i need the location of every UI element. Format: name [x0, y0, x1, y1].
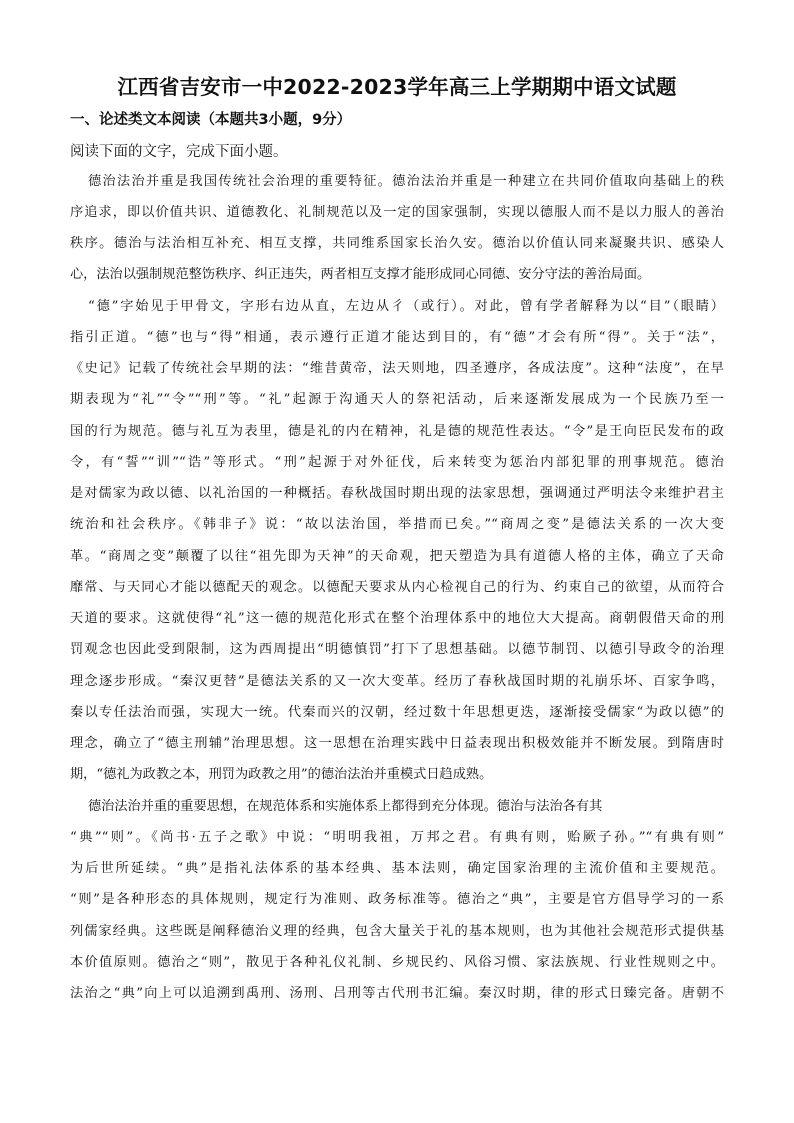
text-line: 国的行为规范。德与礼互为表里，德是礼的内在精神，礼是德的规范性表达。“令”是王向臣民发布的政 [70, 424, 724, 439]
text-line: 革。“商周之变”颠覆了以往“祖先即为天神”的天命观，把天塑造为具有道德人格的主体，确立了天命 [70, 549, 724, 564]
reading-instruction: 阅读下面的文字，完成下面小题。 [70, 144, 288, 160]
text-line: “典”“则”。《尚书·五子之歌》中说：“明明我祖，万邦之君。有典有则，贻厥子孙。”“有典有则” [70, 830, 724, 845]
text-line: 天道的要求。这就使得“礼”这一德的规范化形式在整个治理体系中的地位大大提高。商朝假借天命的刑 [70, 611, 724, 626]
section-heading: 一、论述类文本阅读（本题共3小题，9分） [70, 112, 352, 128]
text-line: 期表现为“礼”“令”“刑”等。“礼”起源于沟通天人的祭祀活动，后来逐渐发展成为一个民族乃至一 [70, 392, 724, 407]
text-line: 指引正道。“德”也与“得”相通，表示遵行正道才能达到目的，有“德”才会有所“得”。关于“法”， [70, 330, 724, 345]
text-line: 《史记》记载了传统社会早期的法：“维昔黄帝，法天则地，四圣遵序，各成法度”。这种“法度”，在早 [70, 361, 724, 376]
text-line: 罚观念也因此受到限制，这为西周提出“明德慎罚”打下了思想基础。以德节制罚、以德引导政令的治理 [70, 642, 724, 657]
text-line: 秩序。德治与法治相互补充、相互支撑，共同维系国家长治久安。德治以价值认同来凝聚共识、感染人 [70, 236, 724, 251]
text-line: “德”字始见于甲骨文，字形右边从直，左边从彳（或行）。对此，曾有学者解释为以“目”（眼睛） [88, 299, 724, 314]
text-line: 期，“德礼为政教之本，刑罚为政教之用”的德治法治并重模式日趋成熟。 [70, 767, 493, 782]
text-line: “则”是各种形态的具体规则，规定行为准则、政务标准等。德治之“典”，主要是官方倡导学习的一系 [70, 892, 724, 907]
text-line: 本价值原则。德治之“则”，散见于各种礼仪礼制、乡规民约、风俗习惯、家法族规、行业性规则之中。 [70, 955, 724, 970]
text-line: 靡常、与天同心才能以德配天的观念。以德配天要求从内心检视自己的行为、约束自己的欲望，从而符合 [70, 580, 724, 595]
text-line: 理念逐步形成。“秦汉更替”是德法关系的又一次大变革。经历了春秋战国时期的礼崩乐坏、百家争鸣， [70, 674, 724, 689]
text-line: 德治法治并重的重要思想，在规范体系和实施体系上都得到充分体现。德治与法治各有其 [88, 799, 603, 814]
text-line: 心，法治以强制规范整饬秩序、纠正违失，两者相互支撑才能形成同心同德、安分守法的善治局面。 [70, 267, 651, 282]
text-line: 序追求，即以价值共识、道德教化、礼制规范以及一定的国家强制，实现以德服人而不是以力服人的善治 [70, 205, 724, 220]
text-line: 令，有“誓”“训”“诰”等形式。“刑”起源于对外征伐，后来转变为惩治内部犯罪的刑事规范。德治 [70, 455, 724, 470]
text-line: 秦以专任法治而强，实现大一统。代秦而兴的汉朝，经过数十年思想更迭，逐渐接受儒家“为政以德”的 [70, 705, 724, 720]
text-line: 是对儒家为政以德、以礼治国的一种概括。春秋战国时期出现的法家思想，强调通过严明法令来维护君主 [70, 486, 724, 501]
text-line: 德治法治并重是我国传统社会治理的重要特征。德治法治并重是一种建立在共同价值取向基础上的秩 [88, 174, 724, 189]
text-line: 理念，确立了“德主刑辅”治理思想。这一思想在治理实践中日益表现出积极效能并不断发展。到隋唐时 [70, 736, 724, 751]
text-line: 法治之“典”向上可以追溯到禹刑、汤刑、吕刑等古代刑书汇编。秦汉时期，律的形式日臻完备。唐朝不 [70, 986, 724, 1001]
document-title: 江西省吉安市一中2022-2023学年高三上学期期中语文试题 [117, 75, 677, 99]
text-line: 统治和社会秩序。《韩非子》说：“故以法治国，举措而已矣。”“商周之变”是德法关系的一次大变 [70, 517, 724, 532]
text-line: 列儒家经典。这些既是阐释德治义理的经典，包含大量关于礼的基本规则，也为其他社会规范形式提供基 [70, 924, 724, 939]
text-line: 为后世所延续。“典”是指礼法体系的基本经典、基本法则，确定国家治理的主流价值和主要规范。 [70, 861, 724, 876]
